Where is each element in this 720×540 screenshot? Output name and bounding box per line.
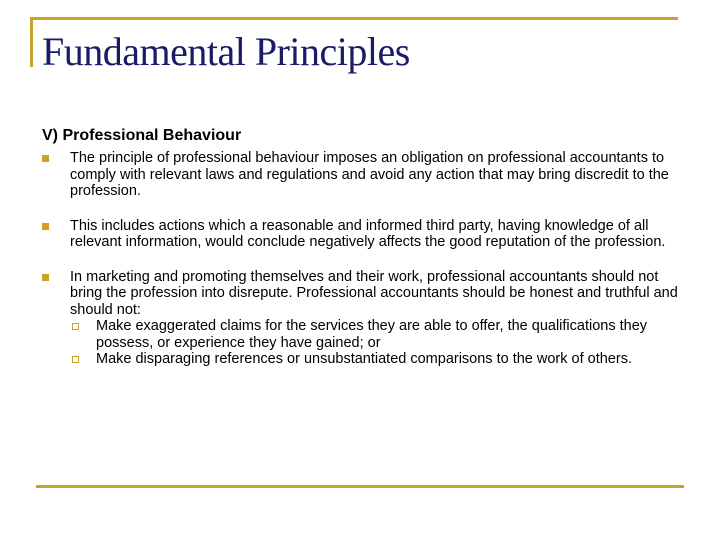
section-heading: V) Professional Behaviour xyxy=(42,127,242,144)
square-bullet-icon xyxy=(42,223,49,230)
left-rule xyxy=(30,17,33,67)
bullet-item xyxy=(42,218,682,251)
slide-title: Fundamental Principles xyxy=(42,29,410,74)
sub-bullet-item xyxy=(70,318,682,351)
hollow-square-bullet-icon xyxy=(72,356,79,363)
bullet-text: This includes actions which a reasonable and informed third party, having knowledge of all relevant information, would conclude negatively affects the good reputation of the profession. xyxy=(70,217,666,250)
bullet-list xyxy=(42,150,682,386)
sub-bullet-list xyxy=(70,318,682,368)
square-bullet-icon xyxy=(42,155,49,162)
square-bullet-icon xyxy=(42,274,49,281)
hollow-square-bullet-icon xyxy=(72,323,79,330)
bullet-item xyxy=(42,269,682,368)
sub-bullet-text: Make disparaging references or unsubstantiated comparisons to the work of others. xyxy=(96,351,632,367)
bottom-rule xyxy=(36,485,684,488)
bullet-text: In marketing and promoting themselves and their work, professional accountants should not bring the profession into disrepute. Professional accountants should be honest and truthful and should not: xyxy=(70,268,678,318)
sub-bullet-text: Make exaggerated claims for the services they are able to offer, the qualifications they possess, or experience they have gained; or xyxy=(96,318,648,351)
bullet-item xyxy=(42,150,682,200)
bullet-text: The principle of professional behaviour imposes an obligation on professional accountants to comply with relevant laws and regulations and avoid any action that may bring discredit to the profession. xyxy=(70,150,669,199)
sub-bullet-item xyxy=(70,351,682,368)
top-rule xyxy=(30,17,678,20)
